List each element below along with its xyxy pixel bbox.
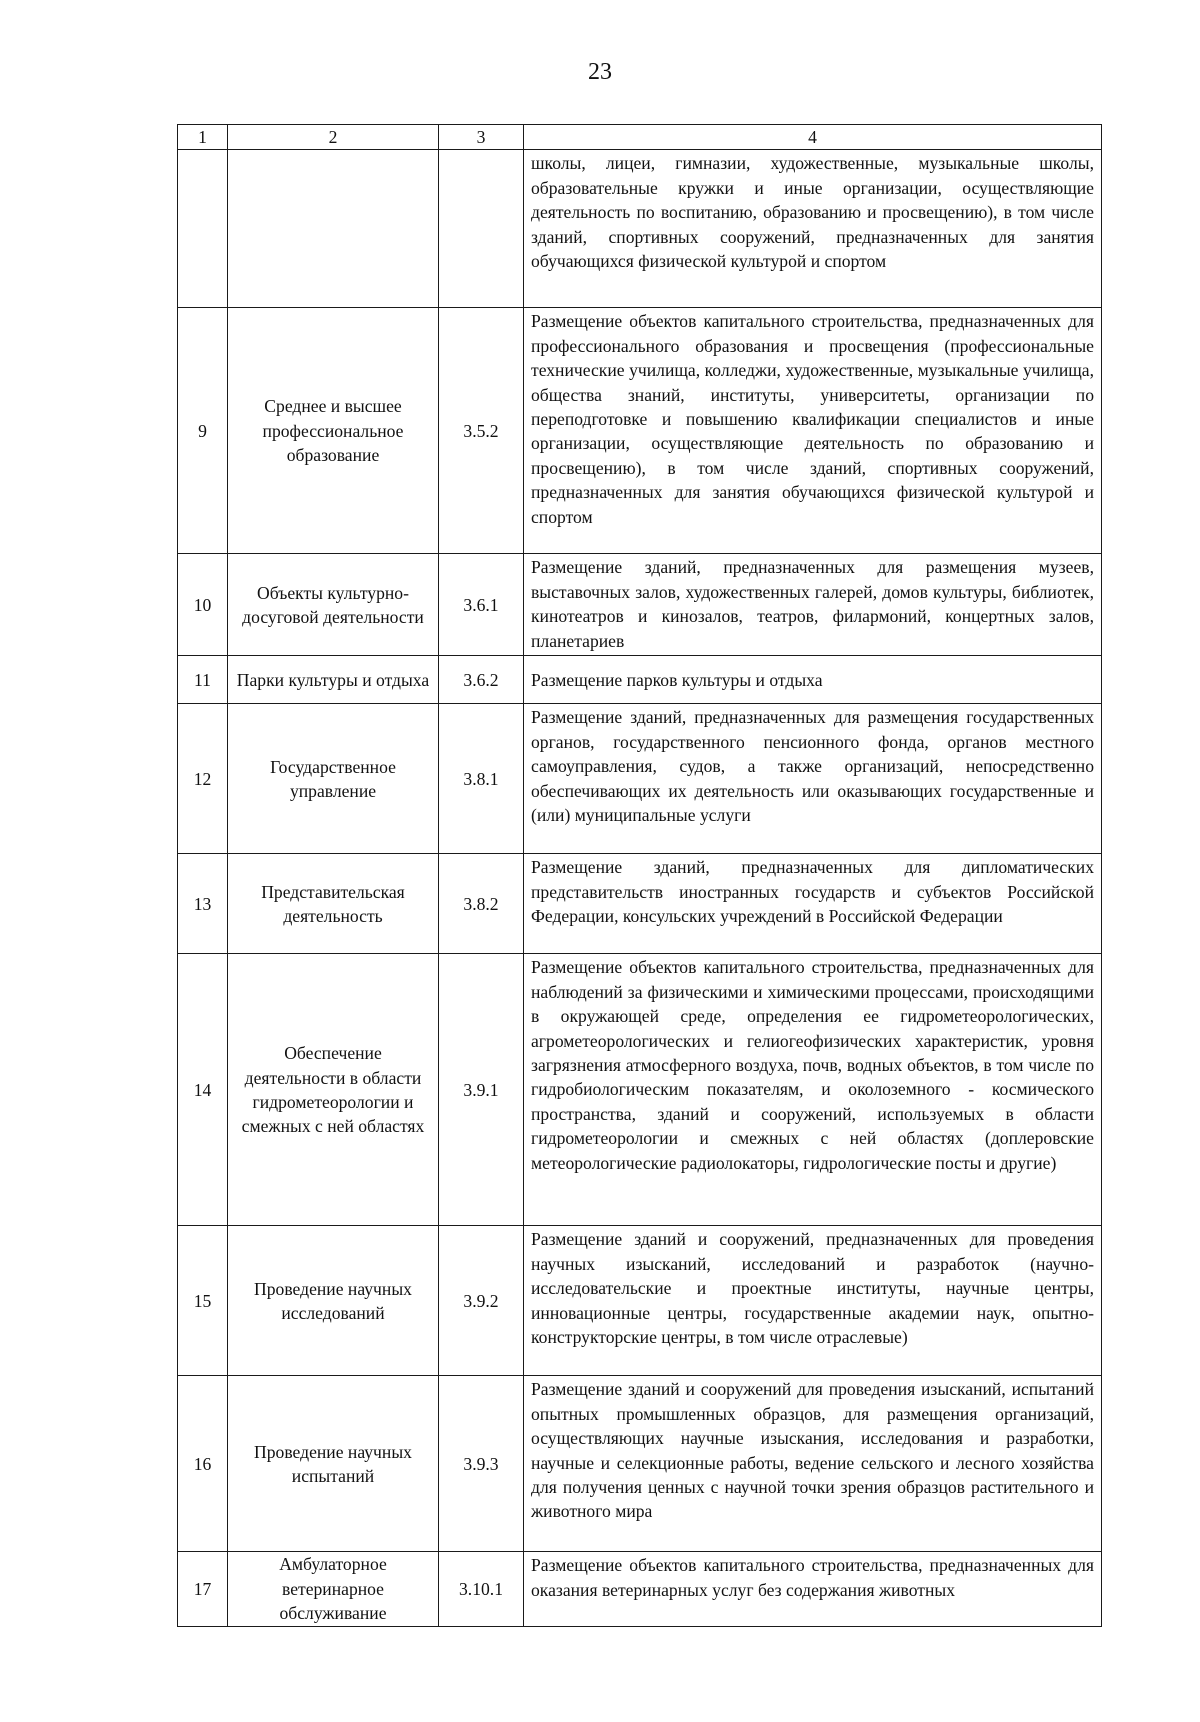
row-description: Размещение зданий и сооружений, предназначенных для проведения научных изысканий, исследований и разработок (научно-исследовательские и проектные институты, научные центры, инновационные центры, государственные академии наук, опытно-конструкторские центры, в том числе отраслевые) — [524, 1226, 1102, 1376]
column-header-4: 4 — [524, 125, 1102, 150]
row-description: Размещение объектов капитального строительства, предназначенных для оказания ветеринарных услуг без содержания животных — [524, 1552, 1102, 1626]
row-code: 3.9.1 — [439, 954, 524, 1226]
row-name — [228, 150, 439, 308]
row-code: 3.9.2 — [439, 1226, 524, 1376]
row-number — [178, 150, 228, 308]
row-number: 16 — [178, 1376, 228, 1552]
row-number: 13 — [178, 854, 228, 954]
row-name: Объекты культурно-досуговой деятельности — [228, 554, 439, 656]
row-code: 3.5.2 — [439, 308, 524, 554]
row-number: 17 — [178, 1552, 228, 1626]
row-description: Размещение объектов капитального строительства, предназначенных для наблюдений за физическими и химическими процессами, происходящими в окружающей среде, определения ее гидрометеорологических, агрометеорологических и гелиогеофизических характеристик, уровня загрязнения атмосферного воздуха, почв, водных объектов, в том числе по гидробиологическим показателям, и околоземного - космического пространства, зданий и сооружений, используемых в области гидрометеорологии и смежных с ней областях (доплеровские метеорологические радиолокаторы, гидрологические посты и другие) — [524, 954, 1102, 1226]
row-code: 3.10.1 — [439, 1552, 524, 1626]
row-name: Государственное управление — [228, 704, 439, 854]
row-description: Размещение парков культуры и отдыха — [524, 656, 1102, 704]
table-row — [178, 704, 1102, 854]
row-code: 3.8.2 — [439, 854, 524, 954]
row-number: 15 — [178, 1226, 228, 1376]
table-row — [178, 554, 1102, 656]
table-row — [178, 1226, 1102, 1376]
row-name: Амбулаторное ветеринарное обслуживание — [228, 1552, 439, 1626]
row-number: 12 — [178, 704, 228, 854]
table-row — [178, 854, 1102, 954]
row-code: 3.6.1 — [439, 554, 524, 656]
row-description: Размещение объектов капитального строительства, предназначенных для профессионального образования и просвещения (профессиональные технические училища, колледжи, художественные, музыкальные училища, общества знаний, институты, университеты, организации по переподготовке и повышению квалификации специалистов и иные организации, осуществляющие деятельность по образованию и просвещению), в том числе зданий, спортивных сооружений, предназначенных для занятия обучающихся физической культурой и спортом — [524, 308, 1102, 554]
row-code: 3.6.2 — [439, 656, 524, 704]
row-name: Проведение научных испытаний — [228, 1376, 439, 1552]
row-name: Представительская деятельность — [228, 854, 439, 954]
column-header-1: 1 — [178, 125, 228, 150]
row-number: 9 — [178, 308, 228, 554]
row-name: Парки культуры и отдыха — [228, 656, 439, 704]
row-code: 3.8.1 — [439, 704, 524, 854]
table-row — [178, 1376, 1102, 1552]
row-name: Среднее и высшее профессиональное образование — [228, 308, 439, 554]
row-description: Размещение зданий, предназначенных для размещения государственных органов, государственного пенсионного фонда, органов местного самоуправления, судов, а также организаций, непосредственно обеспечивающих их деятельность или оказывающих государственные и (или) муниципальные услуги — [524, 704, 1102, 854]
row-description: Размещение зданий, предназначенных для дипломатических представительств иностранных государств и субъектов Российской Федерации, консульских учреждений в Российской Федерации — [524, 854, 1102, 954]
page-number: 23 — [588, 59, 612, 85]
row-code: 3.9.3 — [439, 1376, 524, 1552]
row-description: школы, лицеи, гимназии, художественные, музыкальные школы, образовательные кружки и иные организации, осуществляющие деятельность по воспитанию, образованию и просвещению), в том числе зданий, спортивных сооружений, предназначенных для занятия обучающихся физической культурой и спортом — [524, 150, 1102, 308]
column-header-3: 3 — [439, 125, 524, 150]
row-code — [439, 150, 524, 308]
table-row — [178, 954, 1102, 1226]
land-use-table — [177, 124, 1102, 1627]
row-number: 11 — [178, 656, 228, 704]
table-row — [178, 656, 1102, 704]
row-number: 10 — [178, 554, 228, 656]
row-name: Проведение научных исследований — [228, 1226, 439, 1376]
table-row — [178, 308, 1102, 554]
row-description: Размещение зданий, предназначенных для размещения музеев, выставочных залов, художественных галерей, домов культуры, библиотек, кинотеатров и кинозалов, театров, филармоний, концертных залов, планетариев — [524, 554, 1102, 656]
row-name: Обеспечение деятельности в области гидрометеорологии и смежных с ней областях — [228, 954, 439, 1226]
row-number: 14 — [178, 954, 228, 1226]
column-header-2: 2 — [228, 125, 439, 150]
table-row — [178, 150, 1102, 308]
row-description: Размещение зданий и сооружений для проведения изысканий, испытаний опытных промышленных образцов, для размещения организаций, осуществляющих научные изыскания, исследования и разработки, научные и селекционные работы, ведение сельского и лесного хозяйства для получения ценных с научной точки зрения образцов растительного и животного мира — [524, 1376, 1102, 1552]
table-header-row — [178, 125, 1102, 150]
table-row — [178, 1552, 1102, 1626]
